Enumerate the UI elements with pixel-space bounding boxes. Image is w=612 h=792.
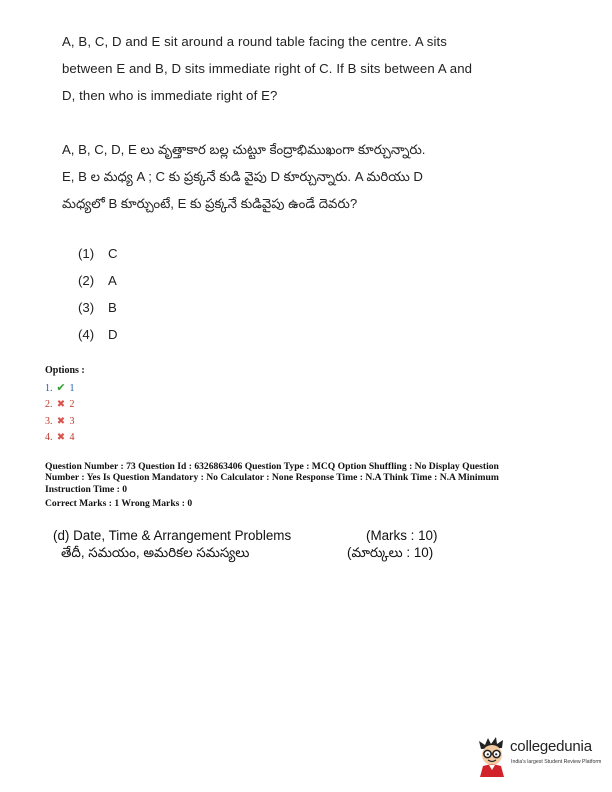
metadata-line: Question Number : 73 Question Id : 6326863406 Question Type : MCQ Option Shuffling : No Display Question xyxy=(45,461,499,472)
choice-number: (3) xyxy=(78,300,95,315)
option-value: 2 xyxy=(69,399,75,410)
choice-text: B xyxy=(108,300,117,315)
answer-choice[interactable] xyxy=(78,298,118,325)
answer-choice[interactable] xyxy=(78,325,118,352)
student-mascot-icon xyxy=(475,735,509,777)
cross-icon: ✖ xyxy=(56,432,66,443)
choice-text: C xyxy=(108,246,118,261)
choice-number: (1) xyxy=(78,246,95,261)
question-english xyxy=(62,28,492,109)
option-value: 3 xyxy=(69,415,75,427)
option-prefix: 1. xyxy=(45,382,53,394)
cross-icon: ✖ xyxy=(56,399,66,410)
logo-tagline: India's largest Student Review Platform xyxy=(511,759,602,765)
option-key-row xyxy=(45,430,85,447)
option-prefix: 2. xyxy=(45,399,53,410)
section-row-english xyxy=(53,528,473,545)
cross-icon: ✖ xyxy=(56,415,66,427)
option-value: 4 xyxy=(69,432,75,443)
collegedunia-logo xyxy=(475,735,605,779)
option-key-row xyxy=(45,380,85,398)
answer-choice[interactable] xyxy=(78,244,118,271)
option-value: 1 xyxy=(69,382,75,394)
section-marks-telugu: (మార్కులు : 10) xyxy=(347,545,434,560)
option-key-row xyxy=(45,397,85,414)
options-key xyxy=(45,363,85,447)
option-key-row xyxy=(45,414,85,431)
option-prefix: 4. xyxy=(45,432,53,443)
question-english-line: A, B, C, D and E sit around a round table facing the centre. A sits xyxy=(62,34,447,49)
question-metadata xyxy=(45,461,560,510)
section-header xyxy=(53,528,473,562)
section-row-telugu xyxy=(53,545,473,562)
question-telugu-line: A, B, C, D, E లు వృత్తాకార బల్ల చుట్టూ కేంద్రాభిముఖంగా కూర్చున్నారు. xyxy=(62,142,426,157)
section-title: (d) Date, Time & Arrangement Problems xyxy=(53,528,292,543)
logo-wordmark: collegedunia xyxy=(510,738,592,755)
choice-number: (4) xyxy=(78,327,95,342)
choice-number: (2) xyxy=(78,273,95,288)
question-telugu xyxy=(62,136,502,217)
question-telugu-line: మధ్యలో B కూర్చుంటే, E కు ప్రక్కనే కుడివైపు ఉండే దెవరు? xyxy=(62,196,358,211)
choice-text: A xyxy=(108,273,117,288)
check-icon: ✔ xyxy=(56,381,66,394)
choice-text: D xyxy=(108,327,118,342)
option-prefix: 3. xyxy=(45,415,53,427)
answer-choices xyxy=(78,244,118,352)
section-marks: (Marks : 10) xyxy=(366,528,438,543)
question-english-line: between E and B, D sits immediate right of C. If B sits between A and xyxy=(62,61,473,76)
question-english-line: D, then who is immediate right of E? xyxy=(62,88,278,103)
options-title: Options : xyxy=(45,365,85,376)
metadata-line: Number : Yes Is Question Mandatory : No Calculator : None Response Time : N.A Think Time : N.A Minimum xyxy=(45,472,499,484)
metadata-line: Instruction Time : 0 xyxy=(45,483,127,495)
marks-line: Correct Marks : 1 Wrong Marks : 0 xyxy=(45,498,193,510)
question-telugu-line: E, B ల మధ్య A ; C కు ప్రక్కనే కుడి వైపు D కూర్చున్నారు. A మరియు D xyxy=(62,169,423,184)
answer-choice[interactable] xyxy=(78,271,118,298)
section-title-telugu: తేదీ, సమయం, అమరికల సమస్యలు xyxy=(61,545,250,560)
